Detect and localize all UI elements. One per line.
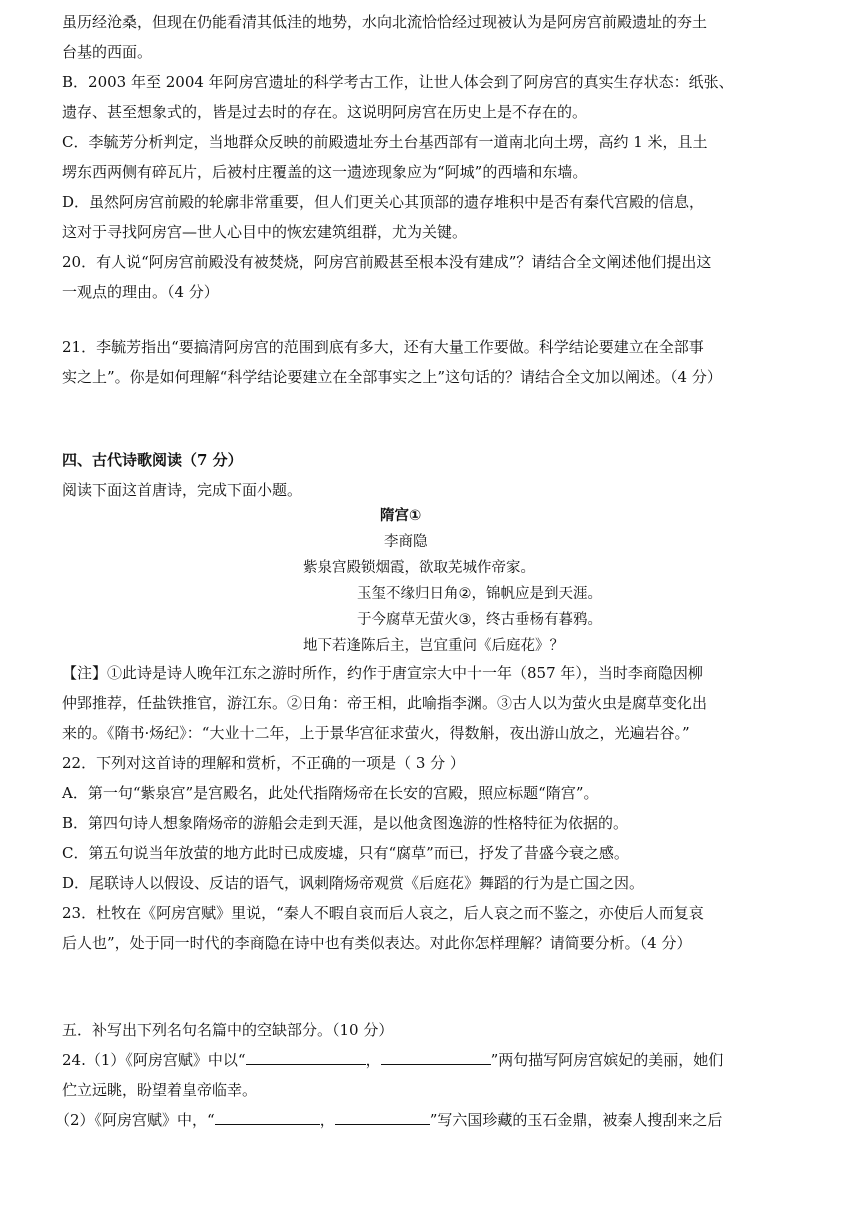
poem-author: 李商隐 — [384, 534, 428, 550]
poem-line2: 玉玺不缘归日角②，锦帆应是到天涯。 — [357, 586, 602, 602]
notes-line3: 来的。《隋书·炀纪》：“大业十二年，上于景华宫征求萤火，得数斛，夜出游山放之，光遍岩谷。” — [62, 724, 690, 742]
section4-intro: 阅读下面这首唐诗，完成下面小题。 — [62, 481, 303, 499]
poem-line1: 紫泉宫殿锁烟霞，欲取芜城作帝家。 — [303, 560, 535, 576]
q22-option-b: B．第四句诗人想象隋炀帝的游船会走到天涯，是以他贪图逸游的性格特征为依据的。 — [62, 814, 629, 832]
poem-line3: 于今腐草无萤火③，终古垂杨有暮鸦。 — [357, 612, 602, 628]
q19-option-c-line2: 塄东西两侧有碎瓦片，后被村庄覆盖的这一遗迹现象应为“阿城”的西墙和东墙。 — [62, 163, 588, 181]
q19-option-d-line2: 这对于寻找阿房宫—世人心目中的恢宏建筑组群，尤为关键。 — [62, 223, 468, 241]
q23-line2: 后人也”，处于同一时代的李商隐在诗中也有类似表达。对此你怎样理解？请简要分析。（4 分） — [62, 934, 692, 952]
q24-blank-2[interactable] — [381, 1050, 491, 1065]
section4-heading: 四、古代诗歌阅读（7 分） — [62, 451, 243, 469]
q21-line2: 实之上”。你是如何理解“科学结论要建立在全部事实之上”这句话的？请结合全文加以阐述。（4 分） — [62, 368, 722, 386]
q24-part2-line1 — [55, 1110, 722, 1130]
q24-part1-line2: 伫立远眺，盼望着皇帝临幸。 — [62, 1081, 258, 1099]
q20-line2: 一观点的理由。（4 分） — [62, 283, 219, 301]
q24-part1-prefix: 24.（1）《阿房宫赋》中以“ — [62, 1051, 246, 1069]
q20-line1: 20．有人说“阿房宫前殿没有被焚烧，阿房宫前殿甚至根本没有建成”？请结合全文阐述他们提出这 — [62, 253, 712, 271]
q22-option-c: C．第五句说当年放萤的地方此时已成废墟，只有“腐草”而已，抒发了昔盛今衰之感。 — [62, 844, 629, 862]
q24-blank-4[interactable] — [335, 1110, 430, 1125]
q22-option-d: D．尾联诗人以假设、反诘的语气，讽刺隋炀帝观赏《后庭花》舞蹈的行为是亡国之因。 — [62, 874, 645, 892]
q19-option-d-line1: D．虽然阿房宫前殿的轮廓非常重要，但人们更关心其顶部的遗存堆积中是否有秦代宫殿的信息， — [62, 193, 705, 211]
q24-part2-prefix: （2）《阿房宫赋》中，“ — [55, 1111, 215, 1129]
q24-blank-3[interactable] — [215, 1110, 320, 1125]
notes-line2: 仲郢推荐，任盐铁推官，游江东。②日角：帝王相，此喻指李渊。③古人以为萤火虫是腐草变化出 — [62, 694, 708, 712]
q24-part1-comma: ， — [365, 1051, 381, 1069]
notes-line1: 【注】①此诗是诗人晚年江东之游时所作，约作于唐宣宗大中十一年（857 年），当时李商隐因柳 — [62, 664, 703, 682]
q24-part1-suffix: ”两句描写阿房宫嫔妃的美丽，她们 — [490, 1051, 724, 1069]
q22-stem: 22．下列对这首诗的理解和赏析，不正确的一项是（ 3 分 ） — [62, 754, 465, 772]
q24-part2-suffix: ”写六国珍藏的玉石金鼎，被秦人搜刮来之后 — [429, 1111, 723, 1129]
section5-heading: 五．补写出下列名句名篇中的空缺部分。（10 分） — [62, 1021, 394, 1039]
q19-option-b-line2: 遗存、甚至想象式的，皆是过去时的存在。这说明阿房宫在历史上是不存在的。 — [62, 103, 588, 121]
poem-title: 隋宫① — [380, 508, 422, 524]
q24-part2-comma: ， — [319, 1111, 335, 1129]
q24-part1-line1 — [62, 1050, 723, 1070]
q19-option-a-cont-line2: 台基的西面。 — [62, 43, 153, 61]
q22-option-a: A．第一句“紫泉宫”是宫殿名，此处代指隋炀帝在长安的宫殿，照应标题“隋宫”。 — [62, 784, 599, 802]
q19-option-a-cont-line1: 虽历经沧桑，但现在仍能看清其低洼的地势，水向北流恰恰经过现被认为是阿房宫前殿遗址的夯土 — [62, 13, 708, 31]
q19-option-b-line1: B．2003 年至 2004 年阿房宫遗址的科学考古工作，让世人体会到了阿房宫的真实生存状态：纸张、 — [62, 73, 734, 91]
q21-line1: 21．李毓芳指出“要搞清阿房宫的范围到底有多大，还有大量工作要做。科学结论要建立在全部事 — [62, 338, 704, 356]
poem-line4: 地下若逢陈后主，岂宜重问《后庭花》？ — [303, 638, 564, 654]
q24-blank-1[interactable] — [246, 1050, 366, 1065]
q23-line1: 23．杜牧在《阿房宫赋》里说，“秦人不暇自哀而后人哀之，后人哀之而不鉴之，亦使后人而复哀 — [62, 904, 704, 922]
q19-option-c-line1: C．李毓芳分析判定，当地群众反映的前殿遗址夯土台基西部有一道南北向土塄，高约 1 米，且土 — [62, 133, 708, 151]
